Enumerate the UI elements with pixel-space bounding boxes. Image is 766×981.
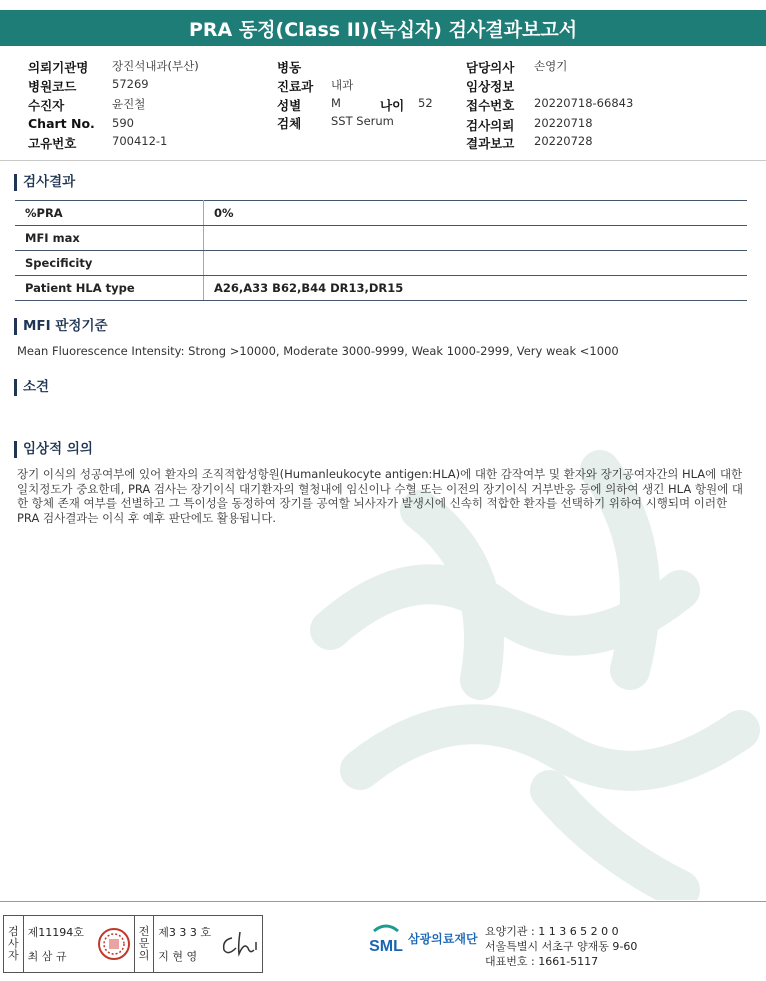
info-label: 담당의사 — [466, 60, 515, 75]
section-title-mfi: MFI 판정기준 — [14, 318, 108, 335]
info-label: 진료과 — [277, 79, 314, 94]
age-value: 52 — [418, 96, 433, 110]
info-label: 고유번호 — [28, 136, 77, 151]
specialist-label — [135, 916, 155, 972]
org-code: 요양기관 : 1 1 3 6 5 2 0 0 — [485, 925, 619, 938]
info-label: 검사의뢰 — [466, 118, 515, 133]
info-value: 57269 — [112, 77, 149, 91]
specialist-label-char: 의 — [138, 949, 150, 962]
info-label: 병원코드 — [28, 79, 77, 94]
org-logo-text: SML — [369, 938, 403, 955]
specialist-label-char: 문 — [138, 937, 150, 950]
info-label: 성별 — [277, 98, 302, 113]
sml-logo-icon — [366, 921, 406, 955]
info-label: 접수번호 — [466, 98, 515, 113]
org-street: 서울특별시 서초구 양재동 9-60 — [485, 940, 638, 953]
specialist-label-char: 전 — [138, 925, 150, 938]
org-name: 삼광의료재단 — [408, 931, 478, 946]
report-title: PRA 동정(Class II)(녹십자) 검사결과보고서 — [0, 10, 766, 46]
result-value: A26,A33 B62,B44 DR13,DR15 — [204, 276, 748, 301]
info-value: 20220718 — [534, 116, 593, 130]
specialist-license: 제3 3 3 호 — [158, 926, 212, 939]
signature-box — [3, 915, 263, 973]
section-title-clinical: 임상적 의의 — [14, 441, 93, 458]
table-row — [15, 276, 747, 301]
result-value — [204, 226, 748, 251]
info-label: Chart No. — [28, 116, 95, 131]
info-value: SST Serum — [331, 114, 394, 128]
info-value: M — [331, 96, 341, 110]
clinical-text: 장기 이식의 성공여부에 있어 환자의 조직적합성항원(Humanleukocyte antigen:HLA)에 대한 감작여부 및 환자와 장기공여자간의 HLA에 대한 일치정도가 중요한데, PRA 검사는 장기이식 대기환자의 혈청내에 임신이나 수혈 또는 이전의 장기이식 거부반응 등에 의하여 생긴 HLA 항원에 대한 항체 존재 여부를 선별하고 그 특이성을 동정하여 장기를 공여할 뇌사자가 발생시에 신속히 적합한 환자를 선택하기 위하여 시행되며 이러한 PRA 검사결과는 이식 후 예후 판단에도 활용됩니다. — [17, 467, 743, 525]
examiner-license: 제11194호 — [27, 926, 84, 939]
section-title-opinion: 소견 — [14, 379, 49, 396]
table-row — [15, 201, 747, 226]
specialist-name: 지 현 영 — [158, 950, 198, 963]
table-row — [15, 226, 747, 251]
info-label: 수진자 — [28, 98, 65, 113]
examiner-label-char: 검 — [7, 925, 19, 938]
specialist-info — [154, 916, 218, 972]
examiner-label-char: 사 — [7, 937, 19, 950]
footer-divider — [0, 901, 766, 902]
age-label: 나이 — [380, 98, 405, 113]
red-seal-icon — [97, 927, 131, 961]
info-label: 결과보고 — [466, 136, 515, 151]
signature-cell — [218, 916, 262, 972]
patient-info — [0, 54, 766, 152]
info-value: 내과 — [331, 78, 354, 92]
org-phone: 대표번호 : 1661-5117 — [485, 955, 599, 968]
result-name: Specificity — [15, 251, 204, 276]
section-title-results: 검사결과 — [14, 174, 75, 191]
info-label: 검체 — [277, 116, 302, 131]
seal-cell — [95, 916, 135, 972]
mfi-criteria-text: Mean Fluorescence Intensity: Strong >10000, Moderate 3000-9999, Weak 1000-2999, Very weak <1000 — [17, 344, 619, 358]
result-value: 0% — [204, 201, 748, 226]
info-value: 590 — [112, 116, 134, 130]
result-value — [204, 251, 748, 276]
table-row — [15, 251, 747, 276]
info-value: 장진석내과(부산) — [112, 59, 199, 73]
org-logo — [366, 921, 478, 955]
info-label: 병동 — [277, 60, 302, 75]
examiner-name: 최 삼 규 — [27, 950, 67, 963]
info-value: 20220728 — [534, 134, 593, 148]
info-value: 손영기 — [534, 59, 568, 73]
examiner-label-char: 자 — [7, 949, 19, 962]
info-value: 700412-1 — [112, 134, 168, 148]
info-divider — [0, 160, 766, 161]
org-address — [485, 924, 637, 969]
result-name: %PRA — [15, 201, 204, 226]
info-value: 20220718-66843 — [534, 96, 634, 110]
examiner-info — [24, 916, 95, 972]
info-value: 윤진철 — [112, 97, 146, 111]
handwritten-signature-icon — [218, 928, 262, 960]
result-name: MFI max — [15, 226, 204, 251]
result-table — [15, 200, 747, 301]
info-label: 의뢰기관명 — [28, 60, 89, 75]
examiner-label — [4, 916, 24, 972]
result-name: Patient HLA type — [15, 276, 204, 301]
info-label: 임상정보 — [466, 79, 515, 94]
